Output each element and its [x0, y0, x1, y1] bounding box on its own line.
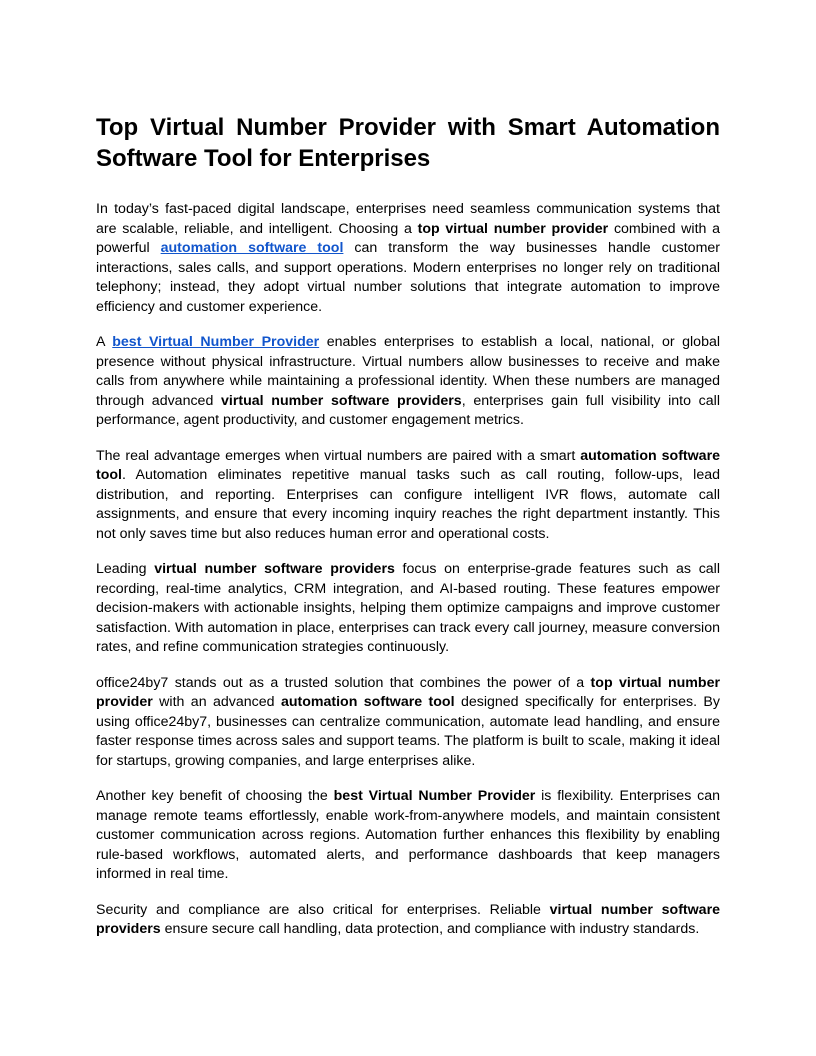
paragraph	[96, 560, 720, 658]
text-run: , enterprises gain full visibility into call performance, agent productivity, and customer engagement metrics.	[96, 392, 720, 428]
text-run: In today’s fast-paced digital landscape, enterprises need seamless communication systems that are scalable, reliable, and intelligent. Choosing a	[96, 201, 720, 237]
automation-software-tool-link[interactable]: automation software tool	[160, 240, 344, 256]
bold-phrase: automation software tool	[96, 447, 720, 483]
text-run: Security and compliance are also critical for enterprises. Reliable	[96, 901, 550, 918]
document-title: Top Virtual Number Provider with Smart Automation Software Tool for Enterprises	[96, 114, 720, 172]
bold-phrase: virtual number software providers	[154, 561, 395, 577]
text-run: A	[96, 334, 113, 350]
bold-phrase: virtual number software providers	[221, 392, 462, 409]
bold-phrase: virtual number software providers	[96, 901, 720, 937]
text-run: enables enterprises to establish a local, national, or global presence without physical infrastructure. Virtual numbers allow businesses to receive and make calls from anywhere while maintaining a professional identity. When these numbers are managed through advanced	[96, 334, 720, 409]
text-run: can transform the way businesses handle customer interactions, sales calls, and support operations. Modern enterprises no longer rely on traditional telephony; instead, they adopt virtual number solutions that integrate automation to improve efficiency and customer experience.	[96, 240, 720, 315]
best-virtual-number-provider-link[interactable]: best Virtual Number Provider	[112, 334, 320, 350]
document-page	[96, 112, 720, 956]
text-run: designed specifically for enterprises. By using office24by7, businesses can centralize communication, automate lead handling, and ensure faster response times across sales and support teams. The platform is built to scale, making it ideal for startups, growing companies, and large enterprises alike.	[96, 694, 720, 769]
text-run: Leading	[96, 561, 155, 577]
text-run: ensure secure call handling, data protection, and compliance with industry standards.	[160, 921, 700, 937]
text-run: Another key benefit of choosing the	[96, 788, 334, 804]
paragraph	[96, 787, 720, 885]
text-run: focus on enterprise-grade features such as call recording, real-time analytics, CRM integration, and AI-based routing. These features empower decision-makers with actionable insights, helping them optimize campaigns and improve customer satisfaction. With automation in place, enterprises can track every call journey, measure conversion rates, and refine communication strategies continuously.	[96, 561, 720, 655]
paragraph	[96, 674, 720, 772]
text-run: is flexibility. Enterprises can manage remote teams effortlessly, enable work-from-anywhere models, and maintain consistent customer communication across regions. Automation further enhances this flexibility by enabling rule-based workflows, automated alerts, and performance dashboards that keep managers informed in real time.	[96, 788, 720, 882]
text-run: office24by7 stands out as a trusted solution that combines the power of a	[96, 674, 591, 691]
bold-phrase: top virtual number provider	[96, 674, 720, 710]
text-run: with an advanced	[152, 694, 281, 710]
paragraph	[96, 200, 720, 317]
paragraph	[96, 447, 720, 545]
bold-phrase: top virtual number provider	[417, 220, 609, 237]
text-run: . Automation eliminates repetitive manual tasks such as call routing, follow-ups, lead distribution, and reporting. Enterprises can configure intelligent IVR flows, automate call assignments, and ensure that every incoming inquiry reaches the right department instantly. This not only saves time but also reduces human error and operational costs.	[96, 467, 720, 542]
bold-phrase: best Virtual Number Provider	[333, 788, 536, 804]
paragraph	[96, 333, 720, 431]
text-run: The real advantage emerges when virtual numbers are paired with a smart	[96, 447, 581, 464]
paragraph	[96, 901, 720, 940]
text-run: combined with a powerful	[96, 220, 721, 256]
bold-phrase: automation software tool	[280, 694, 455, 710]
